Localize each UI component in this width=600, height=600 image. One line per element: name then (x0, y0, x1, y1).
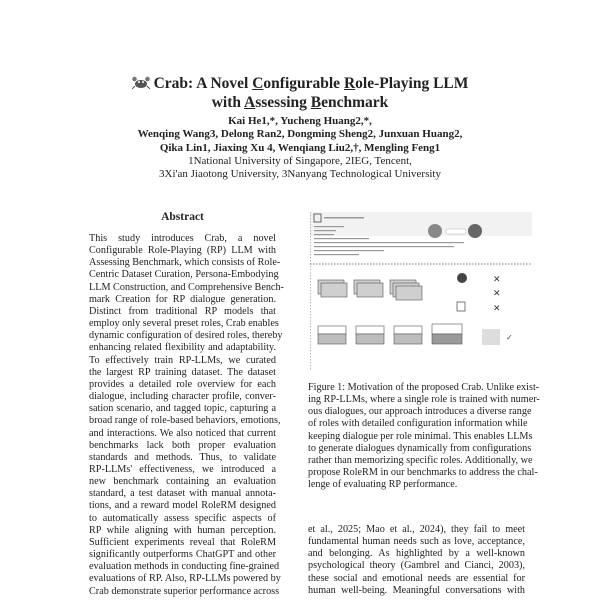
author-line: Kai He1,*, Yucheng Huang2,*, (228, 115, 372, 127)
config-arrow (446, 229, 466, 234)
text-line: Distinct from traditional RP models that (89, 305, 276, 317)
text-line: keeping dialogue per role minimal. This enables LLMs (308, 430, 533, 442)
text-line: Assessing Benchmark, which consists of Role- (89, 257, 281, 269)
text-line: propose RoleRM in our benchmarks to address the chal- (308, 467, 538, 479)
text-line: these social and emotional needs are essential for (308, 572, 525, 584)
svg-text:✕: ✕ (493, 303, 501, 313)
text-line: LLM Construction, and Comprehensive Bench- (89, 281, 284, 293)
bot-avatar-icon (468, 224, 482, 238)
figure-caption (308, 382, 540, 491)
text-line: and interactions. We also noticed that current (89, 427, 276, 439)
svg-text:✕: ✕ (493, 288, 501, 298)
text-line: Configurable Role-Playing (RP) LLM with (89, 245, 276, 257)
text-line: ing RP-LLMs, where a single role is trained with numer- (308, 394, 540, 406)
affiliation-line: 1National University of Singapore, 2IEG, Tencent, (188, 154, 412, 167)
text-line: evaluation methods in conducting fine-grained (89, 561, 280, 573)
text-line: significantly outperforms ChatGPT and other (89, 549, 276, 561)
text-line: to generate dialogues dynamically from configurations (308, 442, 532, 454)
text-line: and belonging. As highlighted by a well-known (308, 548, 525, 560)
text-line: standards and methods. Thus, to validate (89, 451, 276, 463)
text-line: evaluations of RP. Also, RP-LLMs powered by (89, 573, 281, 585)
abstract-text (89, 233, 284, 598)
text-line: dialogue, including character profile, conver- (89, 391, 276, 403)
text-line: To effectively train RP-LLMs, we curated (89, 354, 276, 366)
text-line: employ only several preset roles, Crab enables (89, 318, 279, 330)
text-line: RP-LLMs' effectiveness, we introduced a (89, 463, 276, 475)
author-line: Wenqing Wang3, Delong Ran2, Dongming Sheng2, Junxuan Huang2, (137, 128, 463, 141)
text-line: This study introduces Crab, a novel (89, 233, 276, 244)
text-line: psychological theory (Gambrel and Cianci, 2003), (308, 560, 525, 572)
status-icons (457, 273, 501, 313)
config-panel (310, 212, 532, 236)
paper-title (0, 74, 600, 112)
text-line: enhancing related flexibility and adaptability. (89, 342, 276, 354)
crab-logo-icon (132, 76, 150, 89)
affiliation-line: 3Xi'an Jiaotong University, 3Nanyang Technological University (159, 168, 441, 181)
text-line: Centric Dataset Curation, Persona-Embodying (89, 269, 279, 281)
text-line: standard, a test dataset with manual annota- (89, 488, 276, 500)
text-line: Crab demonstrate superior performance across (89, 585, 280, 597)
text-line: dynamic configuration of desired roles, thereby (89, 330, 283, 342)
text-line: the largest RP training dataset. The dataset (89, 366, 276, 378)
text-line: broad range of role-based behaviors, emotions, (89, 415, 281, 427)
check-icon: ✓ (506, 333, 513, 342)
text-line: sation scenario, and tagged topic, capturing a (89, 403, 276, 415)
author-block (0, 115, 600, 181)
text-line: et al., 2025; Mao et al., 2024), they fail to meet (308, 524, 525, 535)
body-text (308, 524, 525, 597)
existing-rp-stacks (318, 280, 422, 300)
user-avatar-icon (428, 224, 442, 238)
text-line: Figure 1: Motivation of the proposed Crab. Unlike exist- (308, 382, 540, 393)
figure-1 (310, 212, 532, 370)
text-line: ous dialogues, our approach introduces a diverse range (308, 406, 532, 418)
text-line: of roles with detailed configuration information while (308, 418, 528, 430)
text-line: provides a detailed role overview for each (89, 378, 276, 390)
crab-config-cards (318, 324, 462, 344)
text-line: tions, and a reward model RoleRM designed (89, 500, 276, 512)
text-line: Sufficient experiments reveal that RoleRM (89, 536, 276, 548)
text-line: fundamental human needs such as love, acceptance, (308, 536, 525, 548)
text-line: new benchmark containing an evaluation (89, 476, 276, 488)
text-line: benchmarks lack both proper evaluation (89, 439, 276, 451)
text-line: lenge of evaluating RP performance. (308, 479, 458, 491)
title-line-1: Crab: A Novel Configurable Role-Playing LLM (0, 74, 600, 93)
svg-text:✕: ✕ (493, 274, 501, 284)
author-line: Qika Lin1, Jiaxing Xu 4, Wenqiang Liu2,†, Mengling Feng1 (159, 141, 441, 154)
rolerm-icon (482, 329, 500, 345)
abstract-heading: Abstract (161, 211, 204, 223)
text-line: to automatically assess specific aspects of (89, 512, 276, 524)
title-line-2: with Assessing Benchmark (211, 94, 389, 111)
text-line: RP while aligning with human perception. (89, 524, 276, 536)
text-line: human well-being. Meaningful conversations with (308, 584, 525, 596)
text-line: rather than memorizing specific roles. Additionally, we (308, 454, 533, 466)
text-line: mark Creation for RP dialogue generation. (89, 293, 276, 305)
